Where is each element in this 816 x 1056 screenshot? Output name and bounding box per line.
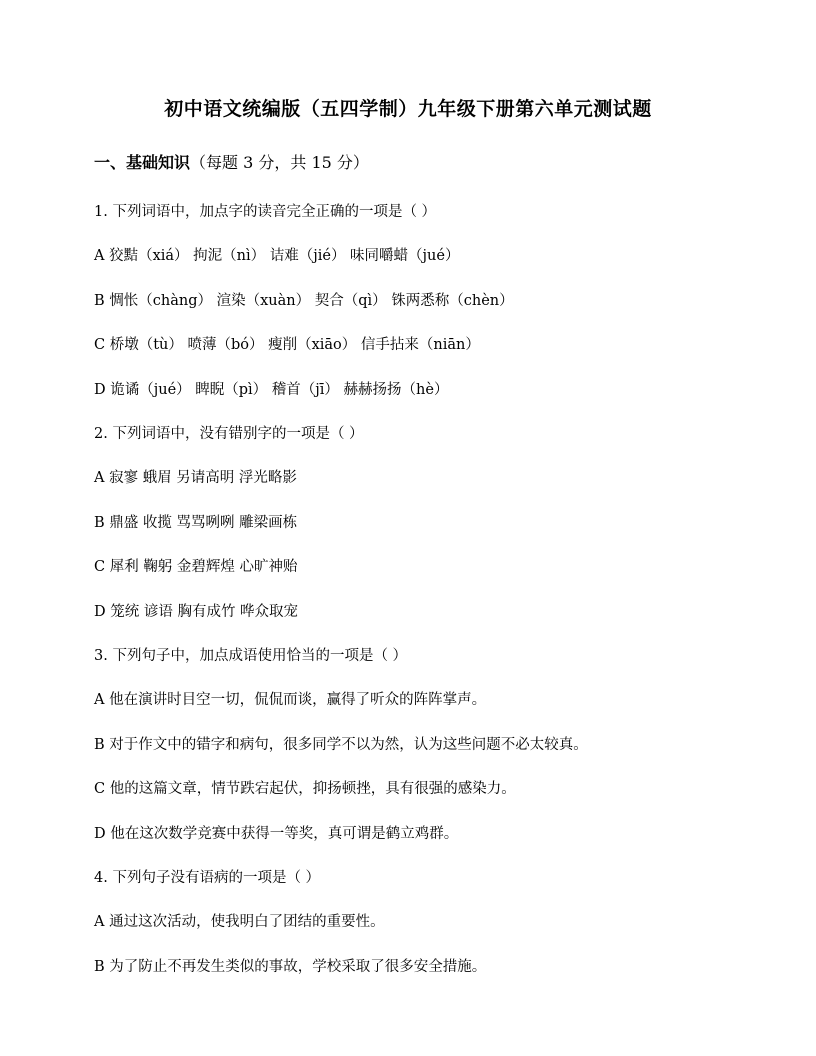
- question-1-option-b: B 惆怅（chàng） 渲染（xuàn） 契合（qì） 铢两悉称（chèn）: [94, 293, 514, 309]
- question-4-option-a: A 通过这次活动，使我明白了团结的重要性。: [94, 914, 385, 930]
- question-4: 4. 下列句子没有语病的一项是（ ）: [94, 870, 321, 886]
- question-2-option-b: B 鼎盛 收揽 骂骂咧咧 雕梁画栋: [94, 515, 298, 531]
- question-3-option-d: D 他在这次数学竞赛中获得一等奖，真可谓是鹤立鸡群。: [94, 826, 459, 842]
- question-4-option-b: B 为了防止不再发生类似的事故，学校采取了很多安全措施。: [94, 959, 487, 975]
- question-3-option-b: B 对于作文中的错字和病句，很多同学不以为然，认为这些问题不必太较真。: [94, 737, 588, 753]
- question-2-option-c: C 犀利 鞠躬 金碧辉煌 心旷神贻: [94, 559, 298, 575]
- question-1-option-c: C 桥墩（tù） 喷薄（bó） 瘦削（xiāo） 信手拈来（niān）: [94, 337, 480, 353]
- question-3-option-c: C 他的这篇文章，情节跌宕起伏，抑扬顿挫，具有很强的感染力。: [94, 781, 516, 797]
- question-1: 1. 下列词语中，加点字的读音完全正确的一项是（ ）: [94, 204, 437, 220]
- document-title: 初中语文统编版（五四学制）九年级下册第六单元测试题: [164, 98, 652, 120]
- question-2: 2. 下列词语中，没有错别字的一项是（ ）: [94, 426, 364, 442]
- question-2-option-a: A 寂寥 蛾眉 另请高明 浮光略影: [94, 470, 297, 486]
- question-1-option-d: D 诡谲（jué） 睥睨（pì） 稽首（jī） 赫赫扬扬（hè）: [94, 382, 449, 398]
- question-2-option-d: D 笼统 谚语 胸有成竹 哗众取宠: [94, 604, 299, 620]
- section-heading-note: （每题 3 分，共 15 分）: [190, 153, 369, 172]
- section-heading-label: 一、基础知识: [94, 153, 191, 172]
- question-1-option-a: A 狡黠（xiá） 拘泥（nì） 诘难（jié） 味同嚼蜡（jué）: [94, 248, 460, 264]
- section-heading: [94, 150, 369, 173]
- question-3-option-a: A 他在演讲时目空一切，侃侃而谈，赢得了听众的阵阵掌声。: [94, 692, 487, 708]
- question-3: 3. 下列句子中，加点成语使用恰当的一项是（ ）: [94, 648, 408, 664]
